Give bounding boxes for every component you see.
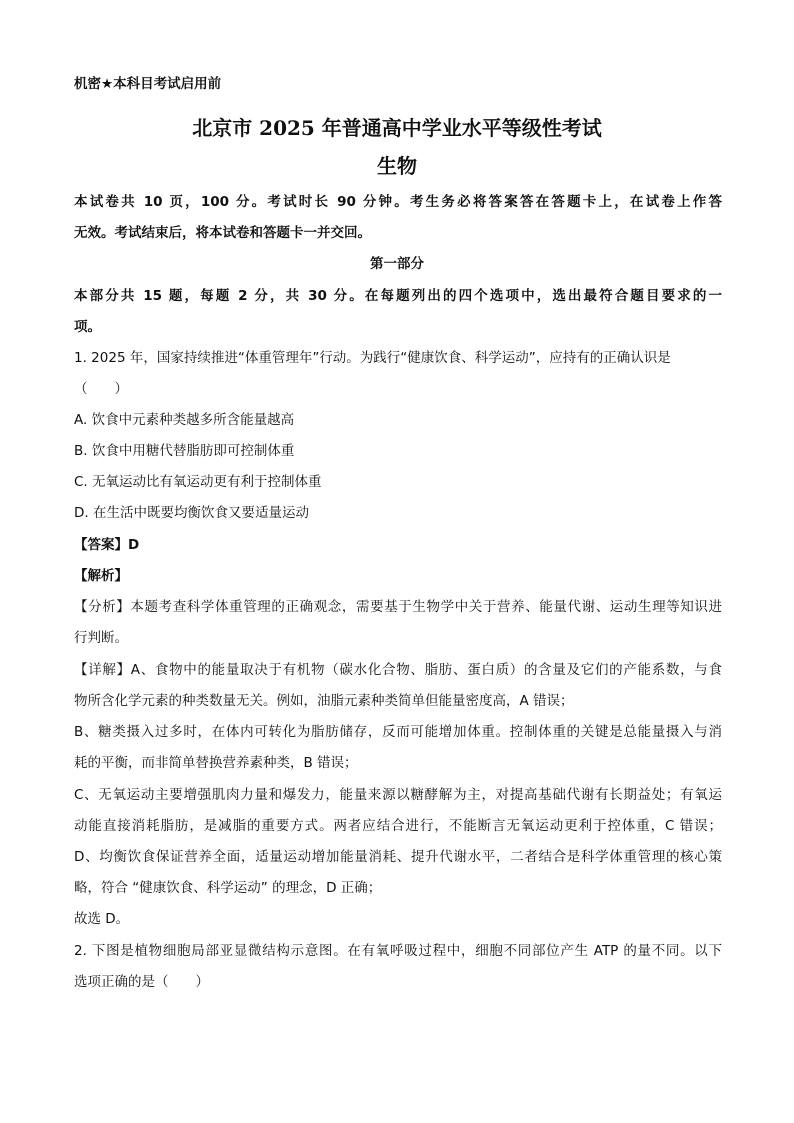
instructions-line-2: 无效。考试结束后，将本试卷和答题卡一并交回。 bbox=[74, 225, 371, 241]
instructions-line-1: 本试卷共 10 页，100 分。考试时长 90 分钟。考生务必将答案答在答题卡上，在试卷上作答 bbox=[74, 194, 722, 210]
part-heading: 第一部分 bbox=[370, 256, 424, 272]
q1-analysis-line-1: 【分析】本题考查科学体重管理的正确观念，需要基于生物学中关于营养、能量代谢、运动生理等知识进 bbox=[74, 599, 722, 615]
q1-option-c: C. 无氧运动比有氧运动更有利于控制体重 bbox=[74, 474, 322, 490]
q2-stem-line-1: 2. 下图是植物细胞局部亚显微结构示意图。在有氧呼吸过程中，细胞不同部位产生 ATP 的量不同。以下 bbox=[74, 943, 722, 959]
confidential-notice: 机密★本科目考试启用前 bbox=[74, 76, 222, 92]
q1-analysis-line-2: 行判断。 bbox=[74, 630, 128, 646]
q1-option-b: B. 饮食中用糖代替脂肪即可控制体重 bbox=[74, 443, 295, 459]
q1-detail-line-1: 【详解】A、食物中的能量取决于有机物（碳水化合物、脂肪、蛋白质）的含量及它们的产能系数，与食 bbox=[74, 662, 722, 678]
q1-detail-line-3: B、糖类摄入过多时，在体内可转化为脂肪储存，反而可能增加体重。控制体重的关键是总能量摄入与消 bbox=[74, 724, 722, 740]
part-description-line-2: 项。 bbox=[74, 319, 101, 335]
q1-detail-line-6: 动能直接消耗脂肪，是减脂的重要方式。两者应结合进行，不能断言无氧运动更利于控体重，C 错误； bbox=[74, 818, 722, 834]
q1-detail-line-8: 略，符合 “健康饮食、科学运动” 的理念，D 正确； bbox=[74, 880, 382, 896]
subject-title: 生物 bbox=[377, 154, 417, 178]
q1-detail-line-9: 故选 D。 bbox=[74, 911, 130, 927]
q2-stem-line-2: 选项正确的是（ ） bbox=[74, 974, 209, 990]
q1-answer: 【答案】D bbox=[74, 537, 140, 553]
q1-detail-line-5: C、无氧运动主要增强肌肉力量和爆发力，能量来源以糖酵解为主，对提高基础代谢有长期益处；有氧运 bbox=[74, 787, 722, 803]
part-description-line-1: 本部分共 15 题，每题 2 分，共 30 分。在每题列出的四个选项中，选出最符合题目要求的一 bbox=[74, 288, 722, 304]
q1-stem-line-2: （ ） bbox=[74, 381, 128, 397]
q1-analysis-tag: 【解析】 bbox=[74, 568, 128, 584]
exam-title: 北京市 2025 年普通高中学业水平等级性考试 bbox=[192, 116, 602, 140]
q1-detail-line-2: 物所含化学元素的种类数量无关。例如，油脂元素种类简单但能量密度高，A 错误； bbox=[74, 693, 574, 709]
q1-detail-line-7: D、均衡饮食保证营养全面，适量运动增加能量消耗、提升代谢水平，二者结合是科学体重管理的核心策 bbox=[74, 849, 722, 865]
q1-detail-line-4: 耗的平衡，而非简单替换营养素种类，B 错误； bbox=[74, 755, 358, 771]
q1-stem-line-1: 1. 2025 年，国家持续推进“体重管理年”行动。为践行“健康饮食、科学运动”，应持有的正确认识是 bbox=[74, 350, 671, 366]
q1-option-a: A. 饮食中元素种类越多所含能量越高 bbox=[74, 412, 295, 428]
q1-option-d: D. 在生活中既要均衡饮食又要适量运动 bbox=[74, 505, 309, 521]
